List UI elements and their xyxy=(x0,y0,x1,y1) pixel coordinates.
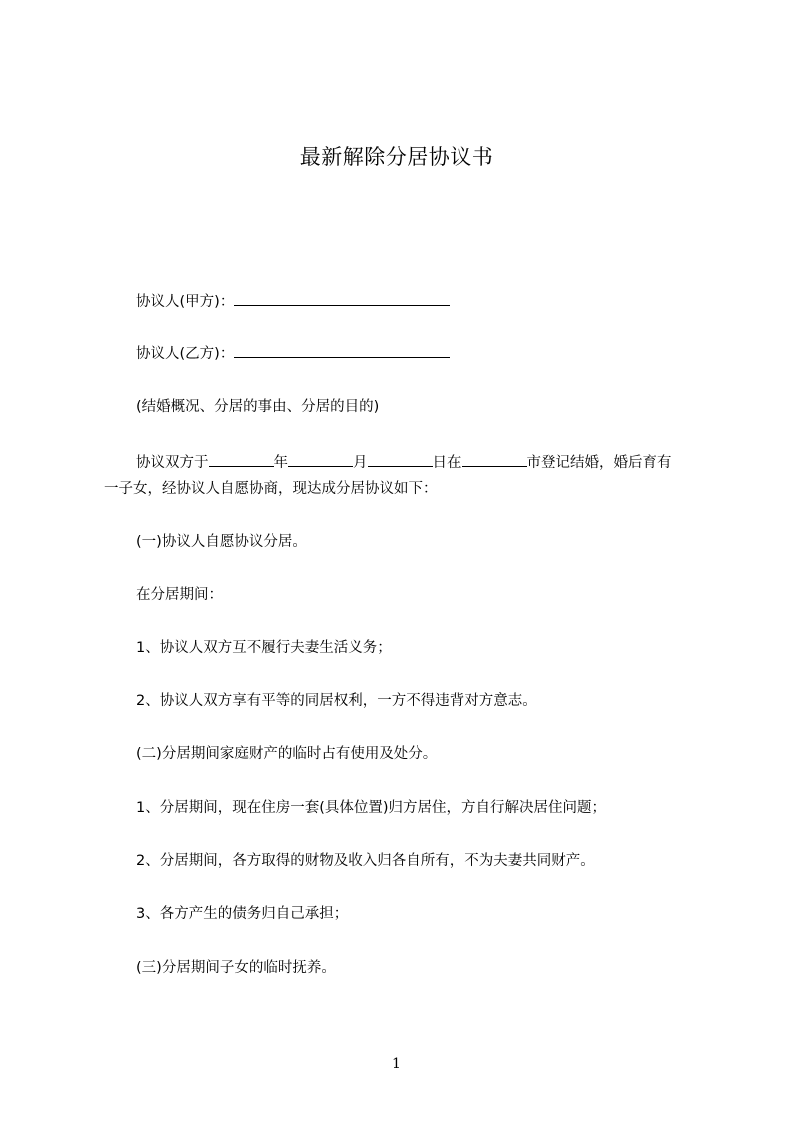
month-label: 月 xyxy=(353,455,368,471)
marriage-line-1 xyxy=(136,451,672,473)
year-blank xyxy=(209,451,274,467)
section-2-item-2: 2、分居期间，各方取得的财物及收入归各自所有，不为夫妻共同财产。 xyxy=(136,853,595,869)
party-a-label: 协议人(甲方)： xyxy=(136,294,235,310)
city-label: 市登记结婚，婚后育有 xyxy=(526,455,672,471)
section-1-title: (一)协议人自愿协议分居。 xyxy=(136,534,307,550)
section-3-title: (三)分居期间子女的临时抚养。 xyxy=(136,960,336,976)
party-a-line xyxy=(136,290,450,312)
day-label: 日在 xyxy=(432,455,462,471)
page-number: 1 xyxy=(392,1056,401,1072)
document-title: 最新解除分居协议书 xyxy=(299,145,494,169)
year-label: 年 xyxy=(273,455,288,471)
city-blank xyxy=(462,451,527,467)
party-a-blank xyxy=(234,290,450,306)
party-b-line xyxy=(136,342,450,364)
section-1-item-1: 1、协议人双方互不履行夫妻生活义务； xyxy=(136,640,392,656)
section-intro: (结婚概况、分居的事由、分居的目的) xyxy=(136,399,380,415)
section-1-item-2: 2、协议人双方享有平等的同居权利，一方不得违背对方意志。 xyxy=(136,693,537,709)
day-blank xyxy=(368,451,433,467)
party-b-blank xyxy=(234,342,450,358)
party-b-label: 协议人(乙方)： xyxy=(136,346,235,362)
month-blank xyxy=(288,451,353,467)
marriage-line-2: 一子女，经协议人自愿协商，现达成分居协议如下： xyxy=(104,481,438,497)
section-2-title: (二)分居期间家庭财产的临时占有使用及处分。 xyxy=(136,746,438,762)
marriage-prefix: 协议双方于 xyxy=(136,455,209,471)
section-2-item-3: 3、各方产生的债务归自己承担； xyxy=(136,906,349,922)
during-separation-heading: 在分居期间： xyxy=(136,587,223,603)
section-2-item-1: 1、分居期间，现在住房一套(具体位置)归方居住，方自行解决居住问题； xyxy=(136,800,607,816)
